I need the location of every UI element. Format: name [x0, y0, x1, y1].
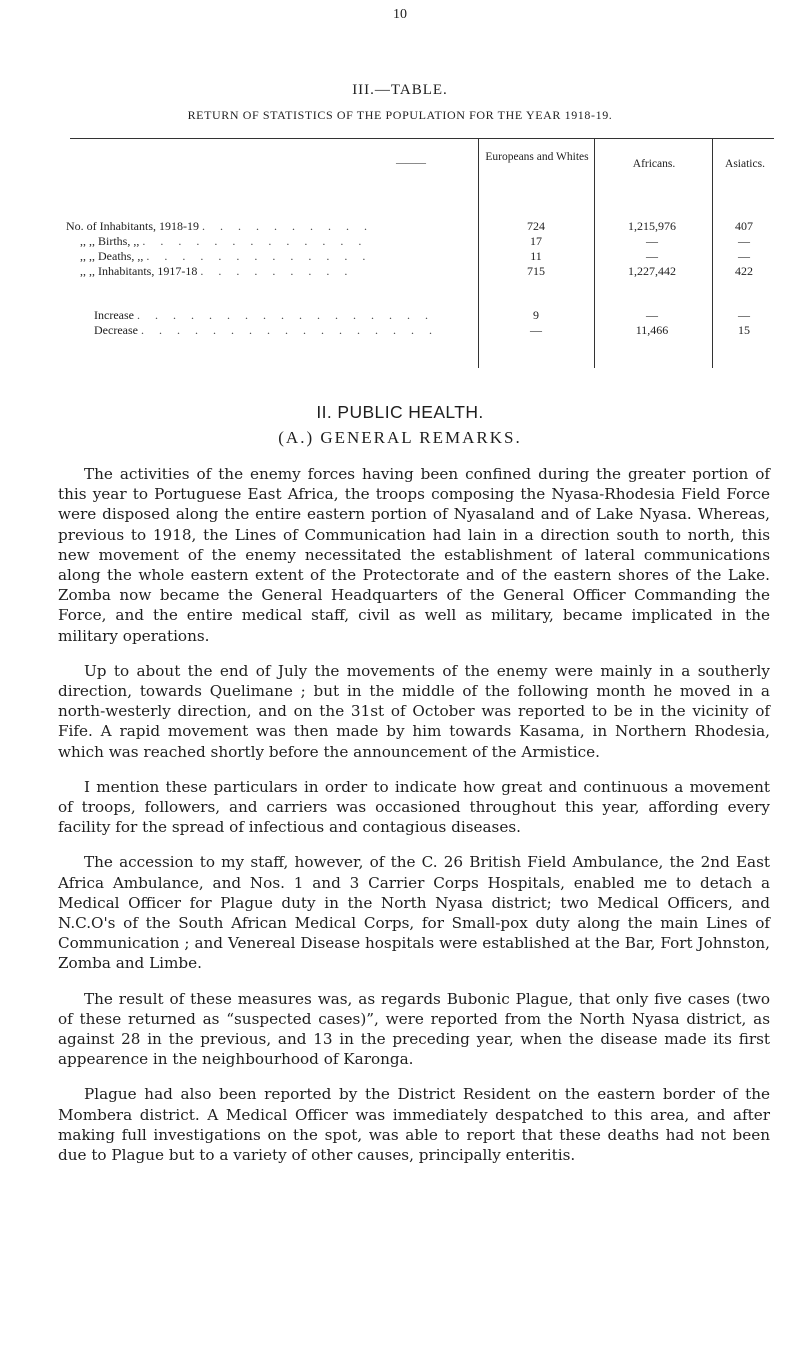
table-row	[66, 234, 776, 249]
cell-europeans: 724	[527, 219, 545, 233]
row-label: Decrease . . . . . . . . . . . . . . . . .	[94, 323, 438, 337]
paragraph: I mention these particulars in order to indicate how great and continuous a movement of troops, followers, and carriers was occasioned throughout this year, affording every facility for the spread of infectious and contagious diseases.	[58, 777, 770, 837]
cell-africans: 1,227,442	[628, 264, 676, 278]
cell-asiatics: —	[738, 234, 750, 248]
row-label: ,, ,, Inhabitants, 1917-18 . . . . . . . . .	[80, 264, 354, 278]
paragraph: The accession to my staff, however, of the C. 26 British Field Ambulance, the 2nd East Africa Ambulance, and Nos. 1 and 3 Carrier Corps Hospitals, enabled me to detach a Medical Officer for Plague duty in the North Nyasa district; two Medical Officers, and N.C.O's of the South African Medical Corps, for Small-pox duty along the main Lines of Communication ; and Venereal Disease hospitals were established at the Bar, Fort Johnston, Zomba and Limbe.	[58, 853, 770, 973]
cell-europeans: 11	[530, 249, 542, 263]
row-label: Increase . . . . . . . . . . . . . . . . .	[94, 308, 434, 322]
cell-africans: —	[646, 308, 658, 322]
table-corner-label: ———	[396, 158, 426, 169]
subsection-heading: (A.) GENERAL REMARKS.	[278, 428, 522, 447]
column-header-europeans: Europeans and Whites	[485, 151, 589, 163]
table-row	[66, 219, 776, 234]
cell-asiatics: 422	[735, 264, 753, 278]
table-row	[66, 249, 776, 264]
column-header-asiatics: Asiatics.	[725, 158, 765, 170]
page-number: 10	[393, 7, 407, 22]
cell-europeans: 9	[533, 308, 539, 322]
section-title: III.—TABLE.	[352, 82, 448, 98]
body-text	[58, 464, 770, 1180]
cell-europeans: 715	[527, 264, 545, 278]
section-heading: II. PUBLIC HEALTH.	[316, 402, 484, 422]
paragraph: Up to about the end of July the movements of the enemy were mainly in a southerly direction, towards Quelimane ; but in the middle of the following month he moved in a north-westerly direction, and on the 31st of October was reported to be in the vicinity of Fife. A rapid movement was then made by him towards Kasama, in Northern Rhodesia, which was reached shortly before the announcement of the Armistice.	[58, 661, 770, 761]
column-header-africans: Africans.	[632, 158, 676, 170]
paragraph: The activities of the enemy forces having been confined during the greater portion of this year to Portuguese East Africa, the troops composing the Nyasa-Rhodesia Field Force were disposed along the entire eastern portion of Nyasaland and of Lake Nyasa. Whereas, previous to 1918, the Lines of Communication had lain in a direction south to north, this new movement of the enemy necessitated the establishment of lateral communications along the whole eastern extent of the Protectorate and of the eastern shores of the Lake. Zomba now became the General Headquarters of the General Officer Commanding the Force, and the entire medical staff, civil as well as military, became implicated in the military operations.	[58, 465, 770, 645]
paragraph: The result of these measures was, as regards Bubonic Plague, that only five cases (two of these returned as “suspected cases)”, were reported from the North Nyasa district, as against 28 in the previous, and 13 in the preceding year, when the disease made its first appearence in the neighbourhood of Karonga.	[58, 989, 770, 1069]
row-label: No. of Inhabitants, 1918-19 . . . . . . . . . .	[66, 219, 373, 233]
table-top-rule	[70, 138, 774, 139]
population-statistics-table	[66, 138, 776, 378]
cell-asiatics: 15	[738, 323, 750, 337]
row-label: ,, ,, Deaths, ,, . . . . . . . . . . . . .	[80, 249, 372, 263]
row-label: ,, ,, Births, ,, . . . . . . . . . . . . .	[80, 234, 368, 248]
table-caption: RETURN OF STATISTICS OF THE POPULATION FOR THE YEAR 1918-19.	[187, 108, 613, 122]
table-row	[66, 308, 776, 323]
cell-asiatics: —	[738, 308, 750, 322]
cell-asiatics: 407	[735, 219, 753, 233]
cell-europeans: —	[530, 323, 542, 337]
cell-africans: 11,466	[635, 323, 669, 337]
cell-europeans: 17	[530, 234, 542, 248]
paragraph: Plague had also been reported by the District Resident on the eastern border of the Mombera district. A Medical Officer was immediately despatched to this area, and after making full investigations on the spot, was able to report that these deaths had not been due to Plague but to a variety of other causes, principally enteritis.	[58, 1085, 770, 1165]
cell-asiatics: —	[738, 249, 750, 263]
table-row	[66, 323, 776, 338]
cell-africans: —	[646, 249, 658, 263]
cell-africans: 1,215,976	[628, 219, 676, 233]
cell-africans: —	[646, 234, 658, 248]
table-row	[66, 264, 776, 279]
